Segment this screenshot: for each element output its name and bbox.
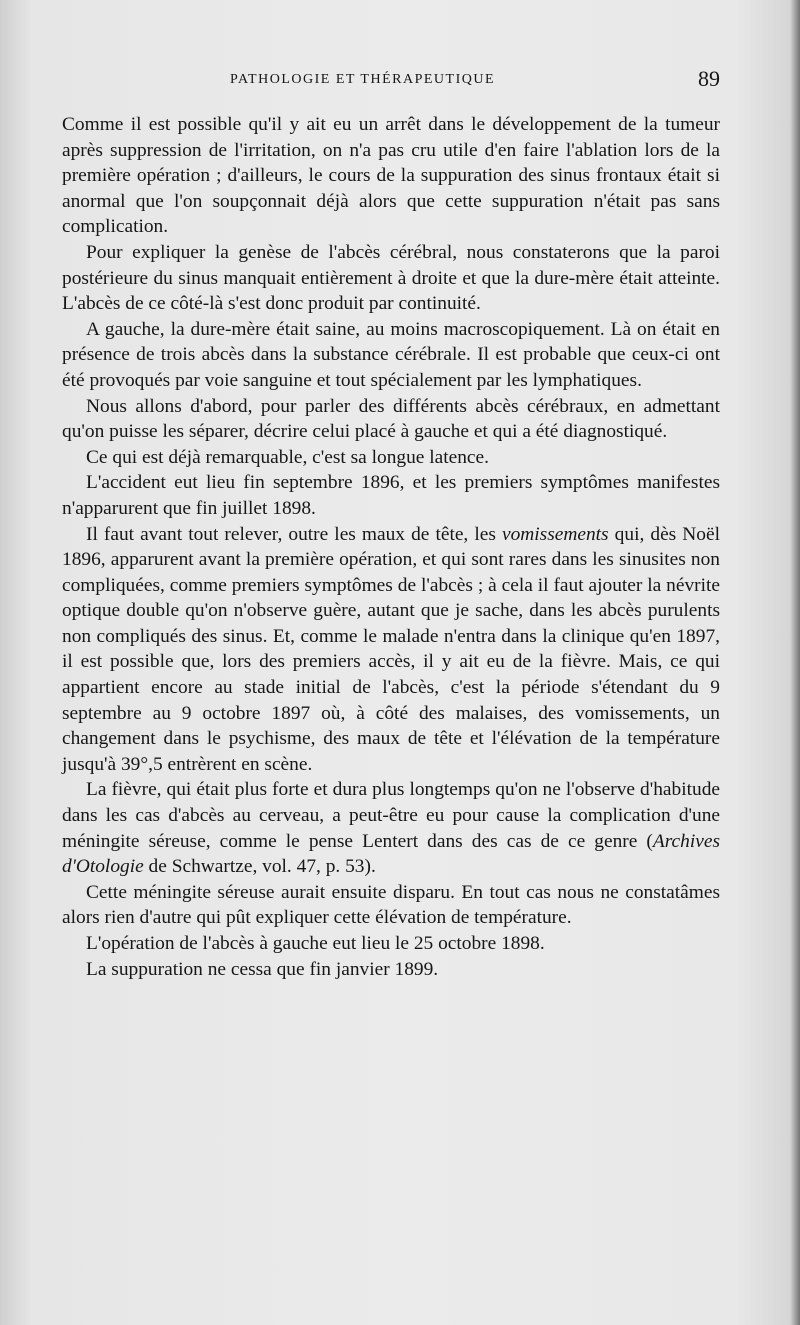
body-text bbox=[62, 112, 720, 982]
text-run: Pour expliquer la genèse de l'abcès cérébral, nous constaterons que la paroi postérieure du sinus manquait entièrement à droite et que la dure-mère était atteinte. L'abcès de ce côté-là s'est donc produit par continuité. bbox=[62, 241, 720, 315]
text-run: Cette méningite séreuse aurait ensuite disparu. En tout cas nous ne constatâmes alors rien d'autre qui pût expliquer cette élévation de température. bbox=[62, 881, 720, 929]
text-run: A gauche, la dure-mère était saine, au moins macroscopiquement. Là on était en présence de trois abcès dans la substance cérébrale. Il est probable que ceux-ci ont été provoqués par voie sanguine et tout spécialement par les lymphatiques. bbox=[62, 318, 720, 391]
italic-run: Archives d'Otologie bbox=[62, 830, 720, 878]
paragraph bbox=[62, 394, 720, 445]
text-run: Il faut avant tout relever, outre les maux de tête, les bbox=[86, 523, 502, 545]
text-run: La suppuration ne cessa que fin janvier 1899. bbox=[86, 958, 439, 980]
text-run: Comme il est possible qu'il y ait eu un arrêt dans le développement de la tumeur après suppression de l'irritation, on n'a pas cru utile d'en faire l'ablation lors de la première opération ; d'ailleurs, le cours de la suppuration des sinus frontaux était si anormal que l'on soupçonnait déjà alors que cette suppuration n'était pas sans complication. bbox=[62, 114, 720, 238]
paragraph bbox=[62, 317, 720, 394]
paragraph bbox=[62, 957, 720, 983]
text-run: L'accident eut lieu fin septembre 1896, et les premiers symptômes manifestes n'apparurent que fin juillet 1898. bbox=[62, 472, 720, 519]
paragraph bbox=[62, 522, 720, 778]
page-header bbox=[60, 66, 720, 94]
italic-run: vomissements bbox=[501, 523, 609, 545]
text-run: L'opération de l'abcès à gauche eut lieu le 25 octobre 1898. bbox=[86, 933, 545, 954]
paragraph bbox=[62, 112, 720, 240]
page-number: 89 bbox=[698, 66, 720, 91]
paragraph bbox=[62, 240, 720, 317]
paragraph bbox=[62, 777, 720, 879]
text-run: La fièvre, qui était plus forte et dura plus longtemps qu'on ne l'observe d'habitude dans les cas d'abcès au cerveau, a peut-être eu pour cause la complication d'une méningite séreuse, comme le pense Lentert dans des cas de ce genre ( bbox=[62, 779, 720, 852]
text-run: qui, dès Noël 1896, apparurent avant la première opération, et qui sont rares dans les sinusites non compliquées, comme premiers symptômes de l'abcès ; à cela il faut ajouter la névrite optique double qu'on n'observe guère, autant que je sache, dans les abcès purulents non compliqués des sinus. Et, comme le malade n'entra dans la clinique qu'en 1897, il est possible que, lors des premiers accès, il y ait eu de la fièvre. Mais, ce qui appartient encore au stade initial de l'abcès, c'est la période s'étendant du 9 septembre au 9 octobre 1897 où, à côté des malaises, des vomissements, un changement dans le psychisme, des maux de tête et l'élévation de la température jusqu'à 39°,5 entrèrent en scène. bbox=[62, 523, 720, 775]
paragraph bbox=[62, 470, 720, 521]
text-run: de Schwartze, vol. 47, p. 53). bbox=[143, 856, 376, 878]
text-run: Nous allons d'abord, pour parler des différents abcès cérébraux, en admettant qu'on puisse les séparer, décrire celui placé à gauche et qui a été diagnostiqué. bbox=[62, 395, 720, 443]
page-edge-shadow bbox=[790, 0, 800, 1325]
running-title: PATHOLOGIE ET THÉRAPEUTIQUE bbox=[230, 72, 496, 87]
text-run: Ce qui est déjà remarquable, c'est sa longue latence. bbox=[86, 446, 489, 468]
paragraph bbox=[62, 880, 720, 931]
paragraph bbox=[62, 445, 720, 471]
paragraph bbox=[62, 931, 720, 957]
